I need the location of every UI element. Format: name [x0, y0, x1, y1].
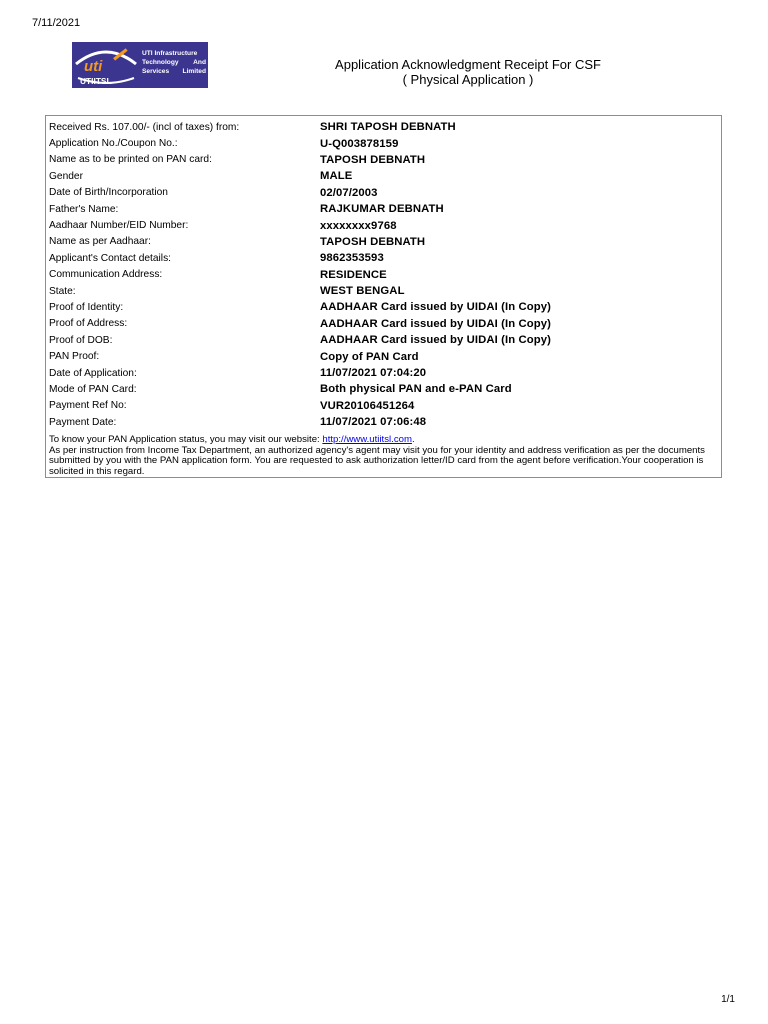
- logo-line3a: Services: [142, 68, 170, 75]
- receipt-row-value: AADHAAR Card issued by UIDAI (In Copy): [320, 334, 552, 347]
- receipt-row-label: State:: [49, 285, 76, 297]
- logo-mark: uti: [84, 58, 103, 75]
- receipt-row: [49, 299, 551, 315]
- receipt-row: [49, 234, 551, 250]
- status-note-suffix: .: [411, 434, 415, 445]
- receipt-row-value: xxxxxxxx9768: [320, 219, 397, 232]
- receipt-row-value: Both physical PAN and e-PAN Card: [320, 383, 512, 396]
- logo-company-name: [142, 49, 206, 76]
- receipt-row-label: Aadhaar Number/EID Number:: [49, 220, 189, 232]
- receipt-row-value: MALE: [320, 170, 353, 183]
- receipt-row: [49, 135, 551, 151]
- page-number: 1/1: [721, 994, 735, 1005]
- logo-line1: UTI Infrastructure: [142, 50, 198, 57]
- receipt-row-label: Proof of Address:: [49, 318, 128, 330]
- receipt-row-label: Proof of DOB:: [49, 334, 113, 346]
- receipt-row: [49, 365, 551, 381]
- receipt-row: [49, 267, 551, 283]
- receipt-row-value: SHRI TAPOSH DEBNATH: [320, 121, 456, 134]
- receipt-rows: [49, 119, 551, 430]
- document-subtitle: ( Physical Application ): [402, 72, 534, 87]
- receipt-row-label: Mode of PAN Card:: [49, 383, 137, 395]
- receipt-row: [49, 398, 551, 414]
- receipt-row-label: Payment Date:: [49, 416, 117, 428]
- receipt-row-label: Application No./Coupon No.:: [49, 138, 178, 150]
- receipt-row: [49, 250, 551, 266]
- receipt-row-label: Communication Address:: [49, 269, 163, 281]
- receipt-row: [49, 201, 551, 217]
- receipt-row-value: RAJKUMAR DEBNATH: [320, 203, 444, 216]
- receipt-row-label: Gender: [49, 170, 83, 182]
- receipt-row: [49, 348, 551, 364]
- document-heading: [300, 57, 636, 87]
- receipt-row: [49, 283, 551, 299]
- print-date: 7/11/2021: [32, 17, 81, 29]
- logo-line3b: Limited: [182, 68, 206, 75]
- uti-emblem-icon: [72, 42, 140, 88]
- receipt-row: [49, 414, 551, 430]
- receipt-row: [49, 217, 551, 233]
- receipt-row-value: AADHAAR Card issued by UIDAI (In Copy): [320, 301, 552, 314]
- receipt-row-value: 11/07/2021 07:04:20: [320, 367, 427, 380]
- receipt-row: [49, 152, 551, 168]
- receipt-row-label: Name as per Aadhaar:: [49, 236, 151, 248]
- receipt-row: [49, 316, 551, 332]
- receipt-row-value: VUR20106451264: [320, 399, 415, 412]
- logo-line2a: Technology: [142, 59, 179, 66]
- receipt-row-label: Name as to be printed on PAN card:: [49, 154, 212, 166]
- receipt-row-label: PAN Proof:: [49, 351, 100, 363]
- document-title: Application Acknowledgment Receipt For CSF: [335, 57, 601, 72]
- receipt-row-value: Copy of PAN Card: [320, 350, 419, 363]
- receipt-row-label: Proof of Identity:: [49, 301, 124, 313]
- status-note-prefix: To know your PAN Application status, you may visit our website:: [49, 434, 323, 445]
- receipt-box: [45, 115, 722, 478]
- receipt-row-value: TAPOSH DEBNATH: [320, 235, 426, 248]
- agent-verification-note: As per instruction from Income Tax Department, an authorized agency's agent may visit you for your identity and address verification as per the documents submitted by you with the PAN application form. You are requested to ask authorization letter/ID card from the agent before verification.Your cooperation is solicited in this regard.: [49, 444, 705, 477]
- receipt-row-value: TAPOSH DEBNATH: [320, 153, 426, 166]
- receipt-row-label: Date of Application:: [49, 367, 137, 379]
- receipt-row-label: Date of Birth/Incorporation: [49, 187, 168, 199]
- receipt-row-label: Payment Ref No:: [49, 400, 127, 412]
- receipt-row-value: 02/07/2003: [320, 186, 378, 199]
- receipt-notes: [49, 435, 721, 477]
- receipt-row-value: WEST BENGAL: [320, 285, 405, 298]
- logo-name: UTIITSL: [80, 76, 112, 86]
- receipt-row: [49, 119, 551, 135]
- receipt-row-value: 9862353593: [320, 252, 384, 265]
- receipt-row: [49, 168, 551, 184]
- receipt-row: [49, 381, 551, 397]
- receipt-row: [49, 185, 551, 201]
- status-note: [49, 435, 721, 446]
- receipt-row-value: AADHAAR Card issued by UIDAI (In Copy): [320, 317, 552, 330]
- receipt-row-label: Father's Name:: [49, 203, 119, 215]
- receipt-row-value: U-Q003878159: [320, 137, 399, 150]
- utiitsl-logo: [72, 42, 208, 88]
- logo-line2b: And: [193, 59, 206, 66]
- receipt-row: [49, 332, 551, 348]
- receipt-row-value: RESIDENCE: [320, 268, 387, 281]
- receipt-row-label: Applicant's Contact details:: [49, 252, 171, 264]
- receipt-row-value: 11/07/2021 07:06:48: [320, 416, 427, 429]
- utiitsl-website-link[interactable]: http://www.utiitsl.com: [322, 434, 412, 445]
- receipt-row-label: Received Rs. 107.00/- (incl of taxes) from:: [49, 121, 240, 133]
